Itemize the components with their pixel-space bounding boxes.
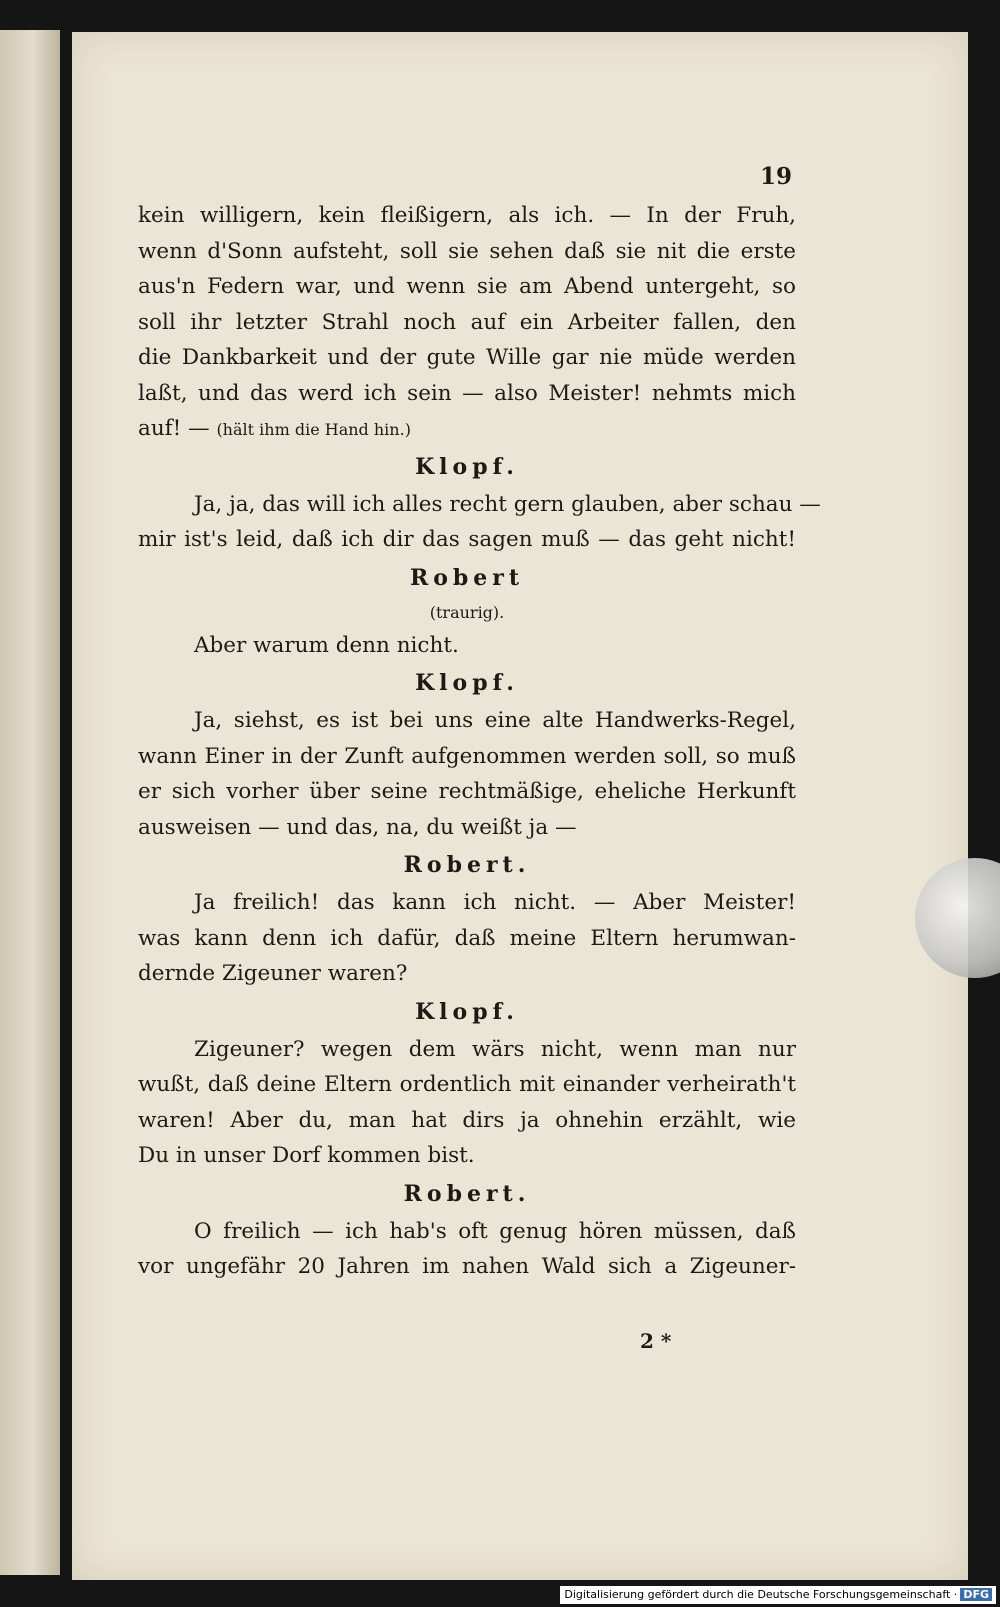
signature-mark: 2 *	[640, 1329, 672, 1353]
text-line: laßt, und das werd ich sein — also Meister! nehmts mich	[138, 380, 796, 406]
stage-direction: (hält ihm die Hand hin.)	[216, 420, 411, 439]
text-fragment: auf! —	[138, 416, 217, 441]
digitization-footer	[560, 1586, 996, 1604]
stage-direction: (traurig).	[429, 602, 505, 622]
body-text	[138, 198, 821, 1285]
speaker-name: Robert.	[403, 1180, 531, 1207]
text-line: er sich vorher über seine rechtmäßige, eheliche Herkunft	[138, 779, 796, 804]
speaker-name: Klopf.	[415, 453, 519, 480]
speaker-name: Klopf.	[415, 670, 519, 696]
text-line: kein willigern, kein fleißigern, als ich. — In der Fruh,	[138, 203, 796, 228]
speaker-name: Robert.	[403, 852, 531, 878]
text-line: wußt, daß deine Eltern ordentlich mit einander verheirath't	[138, 1072, 796, 1097]
text-line: wenn d'Sonn aufsteht, soll sie sehen daß sie nit die erste	[138, 238, 796, 264]
text-line: was kann denn ich dafür, daß meine Eltern herumwan-	[138, 925, 796, 951]
text-line: mir ist's leid, daß ich dir das sagen muß — das geht nicht!	[138, 527, 796, 552]
text-line: Aber warum denn nicht.	[194, 632, 459, 658]
footer-text: Digitalisierung gefördert durch die Deutsche Forschungsgemeinschaft ·	[564, 1588, 958, 1601]
speaker-name: Klopf.	[415, 998, 519, 1025]
text-line: Du in unser Dorf kommen bist.	[138, 1143, 475, 1168]
text-line: O freilich — ich hab's oft genug hören müssen, daß	[194, 1218, 796, 1244]
dfg-logo: DFG	[960, 1588, 992, 1601]
text-line	[138, 411, 796, 447]
text-line: Zigeuner? wegen dem wärs nicht, wenn man nur	[194, 1036, 796, 1062]
adjacent-page-edge	[0, 30, 60, 1575]
text-line: wann Einer in der Zunft aufgenommen werden soll, so muß	[138, 743, 796, 769]
text-line: Ja freilich! das kann ich nicht. — Aber Meister!	[194, 890, 796, 915]
text-line: vor ungefähr 20 Jahren im nahen Wald sich a Zigeuner-	[138, 1254, 796, 1279]
text-line: ausweisen — und das, na, du weißt ja —	[138, 814, 577, 840]
text-line: Ja, ja, das will ich alles recht gern glauben, aber schau —	[194, 491, 821, 517]
text-line: dernde Zigeuner waren?	[138, 961, 408, 986]
text-line: waren! Aber du, man hat dirs ja ohnehin erzählt, wie	[138, 1107, 796, 1133]
text-line: aus'n Federn war, und wenn sie am Abend untergeht, so	[138, 274, 796, 299]
text-line: soll ihr letzter Strahl noch auf ein Arbeiter fallen, den	[138, 309, 796, 335]
text-line: Ja, siehst, es ist bei uns eine alte Handwerks-Regel,	[194, 708, 796, 733]
page-number: 19	[760, 163, 793, 190]
speaker-name: Robert	[409, 564, 525, 591]
text-line: die Dankbarkeit und der gute Wille gar nie müde werden	[138, 345, 796, 370]
